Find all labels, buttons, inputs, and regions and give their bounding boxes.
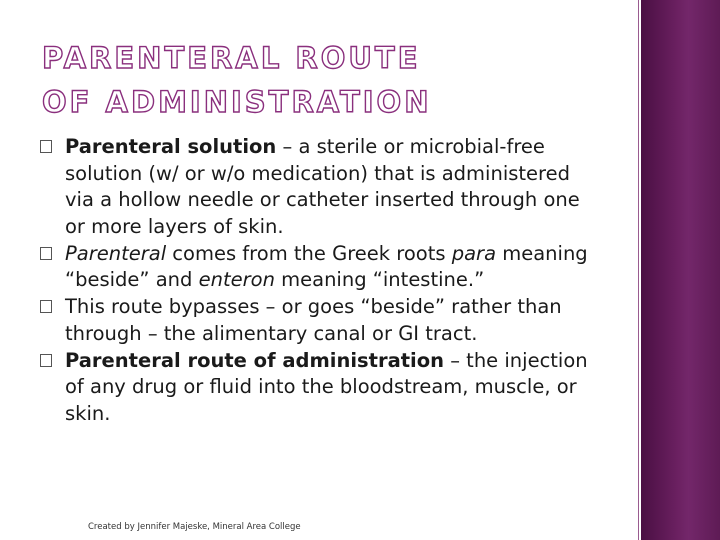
bullet-text: meaning “beside” and xyxy=(65,241,588,291)
bullet-text: – the injection of any drug or fluid into the bloodstream, muscle, or skin. xyxy=(65,348,588,425)
side-divider xyxy=(638,0,639,540)
bullet-box-icon xyxy=(40,140,52,153)
bullet-text: This route bypasses – or goes “beside” rather than through – the alimentary canal or GI tract. xyxy=(65,295,562,345)
bullet-list xyxy=(40,134,600,428)
bullet-text: comes from the Greek roots xyxy=(166,241,452,265)
bullet-item-greek-roots xyxy=(40,241,600,294)
bullet-item-route-definition xyxy=(40,348,600,428)
bullet-text: meaning “intestine.” xyxy=(274,268,485,291)
bullet-box-icon xyxy=(40,354,52,367)
bullet-term: Parenteral xyxy=(65,241,167,265)
greek-root-enteron: enteron xyxy=(198,268,275,291)
bullet-box-icon xyxy=(40,300,52,313)
bullet-term: Parenteral solution xyxy=(65,135,277,158)
footer-credit: Created by Jennifer Majeske, Mineral Area College xyxy=(88,522,301,532)
bullet-item-bypasses xyxy=(40,294,600,347)
bullet-text: – a sterile or microbial-free solution (w/ or w/o medication) that is administered via a hollow needle or catheter inserted through one or more layers of skin. xyxy=(65,135,580,238)
bullet-term: Parenteral route of administration xyxy=(65,348,445,372)
bullet-item-parenteral-solution xyxy=(40,134,600,240)
decorative-side-band xyxy=(641,0,720,540)
bullet-box-icon xyxy=(40,247,52,260)
greek-root-para: para xyxy=(451,241,497,265)
slide-title: PARENTERAL ROUTE OF ADMINISTRATION xyxy=(42,41,432,119)
